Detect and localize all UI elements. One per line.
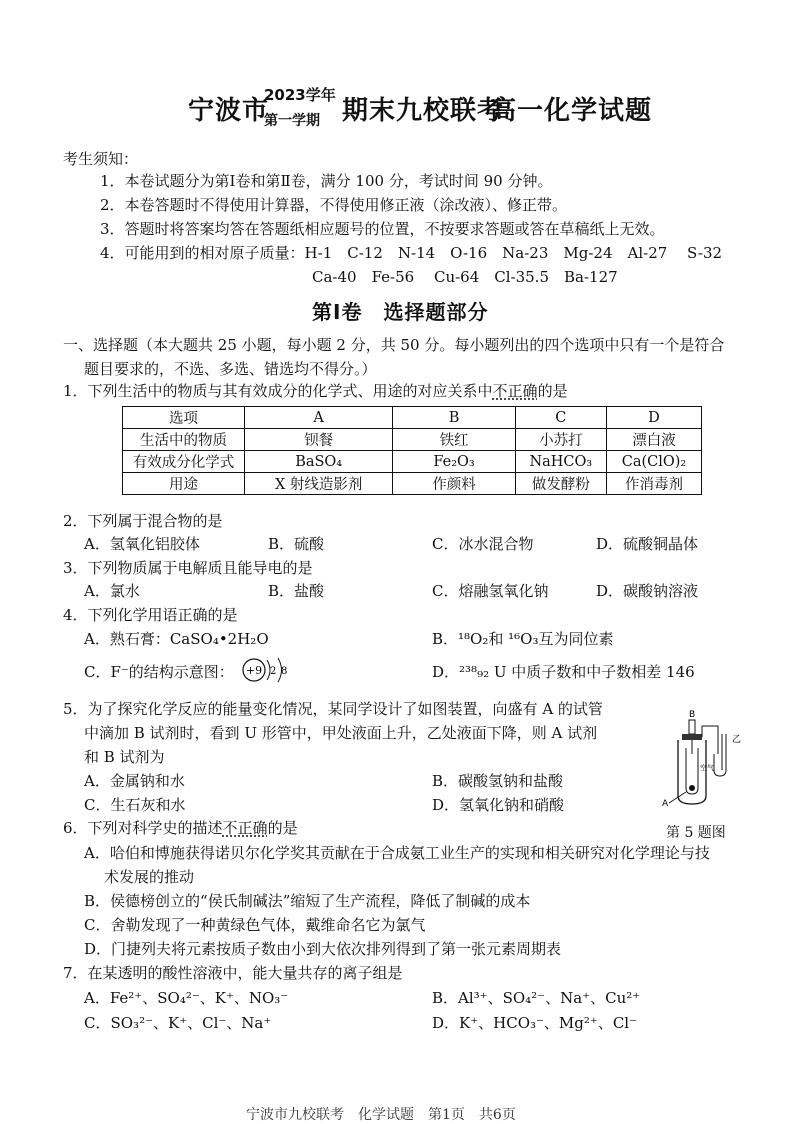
q3-option-c: C．熔融氢氧化钠 (432, 582, 549, 600)
atom-shell-1: 2 (270, 666, 277, 677)
q1-table (122, 406, 702, 495)
q7-option-c: C．SO₃²⁻、K⁺、Cl⁻、Na⁺ (84, 1014, 272, 1032)
table-cell: 选项 (123, 407, 245, 429)
q5-option-d: D．氢氧化钠和硝酸 (432, 796, 565, 814)
table-cell: Ca(ClO)₂ (606, 451, 701, 473)
table-cell: B (393, 407, 515, 429)
q4-option-b: B．¹⁸O₂和 ¹⁶O₃互为同位素 (432, 630, 614, 648)
title-subject: 高一化学试题 (490, 96, 653, 126)
table-row (123, 473, 702, 495)
notice-item-3: 3．答题时将答案均答在答题纸相应题号的位置，不按要求答题或答在草稿纸上无效。 (100, 220, 665, 238)
table-cell: BaSO₄ (244, 451, 392, 473)
table-cell: A (244, 407, 392, 429)
q6-stem-emphasis: 不正确 (222, 819, 268, 837)
title-year: 2023学年 (264, 86, 336, 104)
table-cell: X 射线造影剂 (244, 473, 392, 495)
figure-label-b: B (689, 710, 696, 720)
q5-option-c: C．生石灰和水 (84, 796, 186, 814)
atom-structure-diagram (240, 651, 294, 689)
q6-option-b: B．侯德榜创立的“侯氏制碱法”缩短了生产流程，降低了制碱的成本 (84, 892, 531, 910)
q6-option-a-1: A．哈伯和博施获得诺贝尔化学奖其贡献在于合成氨工业生产的实现和相关研究对化学理论与技 (84, 844, 710, 862)
title-term: 第一学期 (264, 113, 320, 129)
atom-nucleus-label: +9 (245, 664, 263, 677)
q1-stem-emphasis: 不正确 (492, 382, 538, 400)
figure-label-a: A (662, 799, 669, 809)
q2-option-b: B．硫酸 (268, 535, 325, 553)
table-cell: 做发酵粉 (515, 473, 606, 495)
table-cell: NaHCO₃ (515, 451, 606, 473)
q7-stem: 7．在某透明的酸性溶液中，能大量共存的离子组是 (63, 964, 403, 982)
table-cell: D (606, 407, 701, 429)
atom-shell-2: 8 (281, 666, 288, 677)
section-intro-2: 题目要求的，不选、多选、错选均不得分。） (84, 360, 377, 378)
section-intro-1: 一、选择题（本大题共 25 小题，每小题 2 分，共 50 分。每小题列出的四个选项中只有一个是符合 (63, 336, 725, 354)
q4-stem: 4．下列化学用语正确的是 (63, 606, 238, 624)
q2-option-a: A．氢氧化铝胶体 (84, 535, 200, 553)
table-row (123, 451, 702, 473)
q2-stem: 2．下列属于混合物的是 (63, 512, 223, 530)
q7-option-a: A．Fe²⁺、SO₄²⁻、K⁺、NO₃⁻ (84, 989, 289, 1007)
figure-label-yi: 乙 (732, 735, 742, 745)
q3-option-b: B．盐酸 (268, 582, 325, 600)
q3-stem: 3．下列物质属于电解质且能导电的是 (63, 559, 313, 577)
q6-stem: 6．下列对科学史的描述不正确的是 (63, 819, 298, 837)
page-footer: 宁波市九校联考 化学试题 第1页 共6页 (246, 1107, 516, 1123)
notice-item-4: 4．可能用到的相对原子质量：H-1 C-12 N-14 O-16 Na-23 Mg-24 Al-27 S-32 (100, 244, 723, 262)
q4-option-a: A．熟石膏：CaSO₄•2H₂O (84, 630, 269, 648)
section-title: 第Ⅰ卷 选择题部分 (312, 300, 489, 324)
q3-option-d: D．碳酸钠溶液 (596, 582, 699, 600)
notice-item-1: 1．本卷试题分为第Ⅰ卷和第Ⅱ卷，满分 100 分，考试时间 90 分钟。 (100, 172, 553, 190)
q5-stem-3: 和 B 试剂为 (84, 748, 165, 766)
q2-option-c: C．冰水混合物 (432, 535, 534, 553)
table-cell: 漂白液 (606, 429, 701, 451)
table-cell: Fe₂O₃ (393, 451, 515, 473)
q6-option-d: D．门捷列夫将元素按质子数由小到大依次排列得到了第一张元素周期表 (84, 940, 562, 958)
title-city: 宁波市 (188, 96, 270, 126)
table-cell: 钡餐 (244, 429, 392, 451)
table-cell: 有效成分化学式 (123, 451, 245, 473)
q3-option-a: A．氯水 (84, 582, 140, 600)
title-exam: 期末九校联考 (342, 96, 505, 126)
q4-option-c-label: C．F⁻的结构示意图： (84, 663, 234, 681)
figure-label-air: 空气 (700, 764, 714, 772)
table-cell: 铁红 (393, 429, 515, 451)
q5-stem-1: 5．为了探究化学反应的能量变化情况，某同学设计了如图装置，向盛有 A 的试管 (63, 700, 603, 718)
notice-masses-line2: Ca-40 Fe-56 Cu-64 Cl-35.5 Ba-127 (312, 268, 618, 286)
q5-apparatus-figure (660, 704, 750, 814)
q5-option-a: A．金属钠和水 (84, 772, 185, 790)
notice-item-2: 2．本卷答题时不得使用计算器，不得使用修正液（涂改液）、修正带。 (100, 196, 568, 214)
q6-option-c: C．舍勒发现了一种黄绿色气体，戴维命名它为氯气 (84, 916, 426, 934)
q5-stem-2: 中滴加 B 试剂时，看到 U 形管中，甲处液面上升，乙处液面下降，则 A 试剂 (84, 724, 598, 742)
figure-caption: 第 5 题图 (666, 825, 726, 841)
q7-option-b: B．Al³⁺、SO₄²⁻、Na⁺、Cu²⁺ (432, 989, 641, 1007)
table-row (123, 429, 702, 451)
table-cell: 作消毒剂 (606, 473, 701, 495)
q4-option-d: D．²³⁸₉₂ U 中质子数和中子数相差 146 (432, 663, 695, 681)
table-cell: C (515, 407, 606, 429)
table-cell: 生活中的物质 (123, 429, 245, 451)
table-row (123, 407, 702, 429)
table-cell: 用途 (123, 473, 245, 495)
q5-option-b: B．碳酸氢钠和盐酸 (432, 772, 564, 790)
q7-option-d: D．K⁺、HCO₃⁻、Mg²⁺、Cl⁻ (432, 1014, 638, 1032)
notice-heading: 考生须知： (63, 150, 139, 168)
q6-option-a-2: 术发展的推动 (104, 868, 195, 886)
table-cell: 作颜料 (393, 473, 515, 495)
table-cell: 小苏打 (515, 429, 606, 451)
q2-option-d: D．硫酸铜晶体 (596, 535, 699, 553)
q1-stem: 1．下列生活中的物质与其有效成分的化学式、用途的对应关系中不正确的是 (63, 382, 568, 400)
